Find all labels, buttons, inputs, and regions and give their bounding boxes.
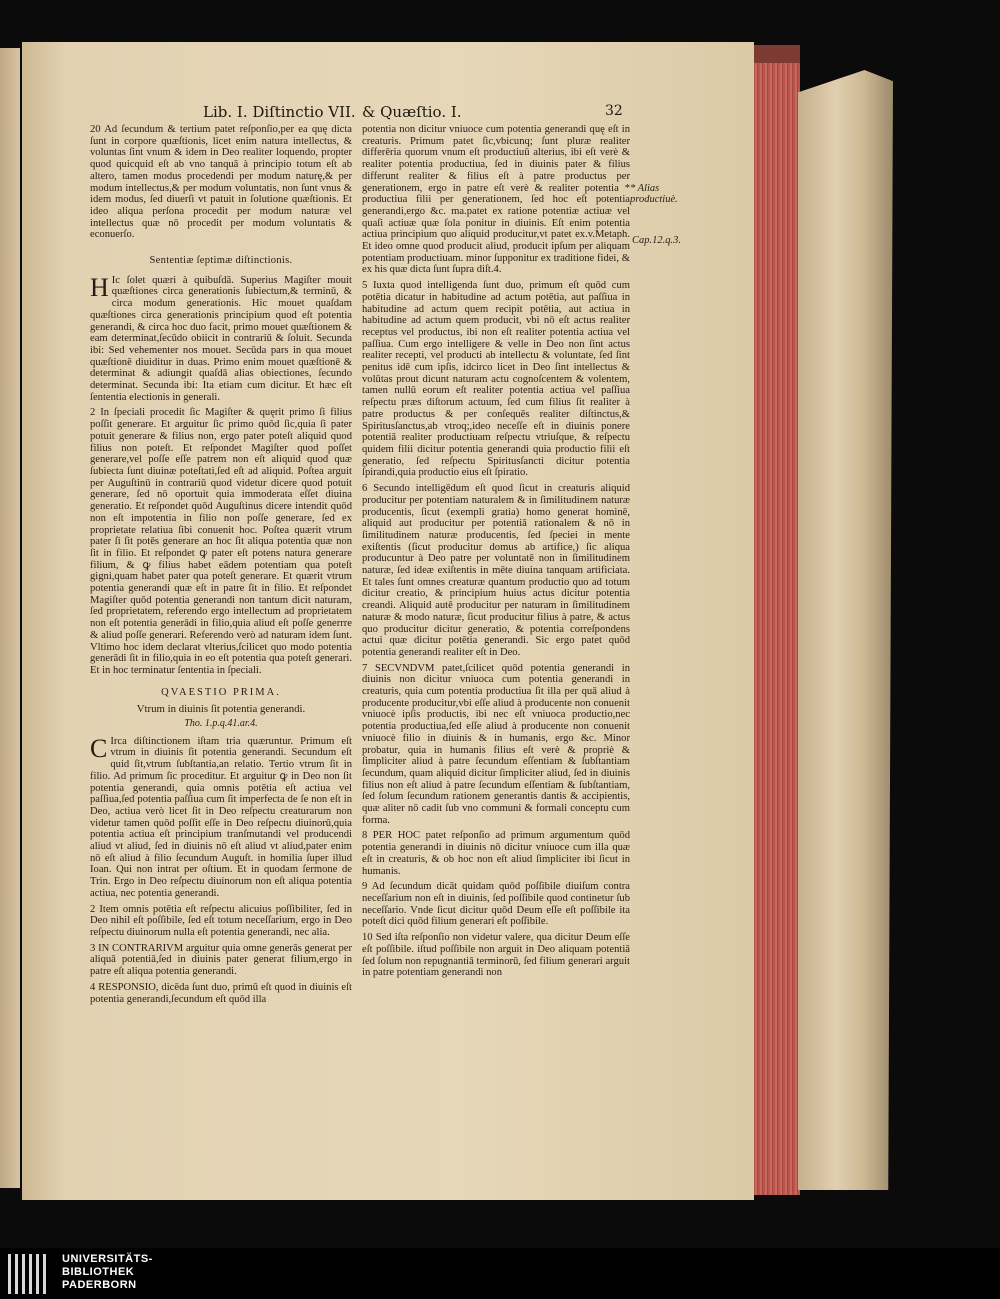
paragraph: 7 SECVNDVM patet,ſcilicet quōd potentia generandi in diuinis non dicitur vniuoca cum potentia generandi in creaturis, quia cum potentia productiua ſit illa per quā aliud à producente producitur,vbi eſſe aliud à producente non conuenit vniuocè ipſis productis, ibi nec eſt vniuoca productio,nec potentia productiua,ſed eſſe aliud à producente non conuenit vniuocè filio in diuinis & in humanis, ergo &c. Minor probatur, quia in humanis filius eſt verè & propriè & ſimpliciter aliud à patre ſecundum eſſentiam & ſubſtantiam ſecundum, quam aliquid dicitur ſimpliciter aliud, ſed in diuinis filius non eſt aliud à patre ſecundum eſſentiam & ſubſtantiam, ſed ſolum ſecundum rationem generantis dantis & accipientis, quæ aliter nō cadit ſub vno communi & formali conceptu cum forma. [362, 662, 630, 826]
paragraph: 3 IN CONTRARIVM arguitur quia omne generās generat per aliquā potentiā,ſed in diuinis pater generat filium,ergo in patre eſt aliqua potentia generandi. [90, 942, 352, 978]
citation: Tho. 1.p.q.41.ar.4. [184, 718, 258, 730]
paragraph [90, 733, 352, 900]
running-head-left: Lib. I. Diſtinctio VII. [203, 103, 356, 121]
drop-cap: H [90, 272, 109, 302]
drop-cap: C [90, 733, 108, 763]
paragraph-text: Ic ſolet quæri à quibuſdā. Superius Magiſter mouit quæſtiones circa generationis ſubiectum,& terminū, & circa modum generationis. Hic mouet quaſdam quæſtiones circa generationis principium quod eſt potentia generandi, & circa hoc duo facit, primo mouet quæſtionem & eam determinat,ſecūdo obiicit in contrariū & ſoluit. Secunda ibi: Sed vehementer nos mouet. Secūda pars in qua mouet quæſtionē diuiditur in duas. Primo enim mouet quæſtionē & determinat & adiungit quaſdā alias obiectiones, ſecundo determinat. Secunda ibi: Ita etiam cum dicitur. Et hæc eſt ſententia electionis in generali. [90, 274, 352, 403]
paragraph [90, 272, 352, 404]
facing-page-edge [0, 48, 20, 1188]
library-name-line: PADERBORN [62, 1279, 137, 1291]
question-heading: QVAESTIO PRIMA. [161, 686, 281, 698]
paragraph: 20 Ad ſecundum & tertium patet reſponſio,per ea quę dicta ſunt in corpore quæſtionis, licet enim natura intellectus, & voluntas ſint vnum & idem in Deo realiter loquendo, propter quod quicquid eſt ab vno tanquā à principio totum eſt ab altero, tamen modus procedendi per modum naturę,& per modum intellectus,& per modum voluntatis, non ſunt vnus & idem modus, ſed diuerſi vt patuit in ſolutione quæſtionis. Et ideo aliqua perſona procedit per modum naturæ vel intellectus quæ nō procedit per modum voluntatis & econuerſo. [90, 124, 352, 241]
margin-note: Cap.12.q.3. [632, 235, 682, 246]
library-name-line: UNIVERSITÄTS- [62, 1253, 153, 1265]
vellum-cover [798, 70, 893, 1190]
paragraph: 10 Sed iſta reſponſio non videtur valere, qua dicitur Deum eſſe eſt poſſibile. iſtud poſſibile non arguit in Deo aliquam potentiā ſed ſolum non repugnantiā terminorū, ſed filium generari arguit in patre potentiam generandi non [362, 932, 630, 979]
paragraph: 4 RESPONSIO, dicēda ſunt duo, primū eſt quod in diuinis eſt potentia generandi,ſecundum eſt quōd illa [90, 981, 352, 1005]
paragraph: potentia non dicitur vniuoce cum potentia generandi quę eſt in creaturis. Primum patet ſic,vbicunq; ſunt pluræ realiter differēria quorum vnum eſt productiuū alterius, ibi eſt verè & realiter potentia productiua, ſed in diuinis pater & filius differunt realiter & filius eſt à patre productus per generationem, ergo in patre eſt verè & realiter potentia * productiua filii per generationem, ſed hoc eſt potentia generandi,ergo &c. ma.patet ex ratione potentiæ actiuæ vel quaſi actiuæ quæ ſola ponitur in diuinis. Eſt enim potentia actiua principium quo aliquid producitur,vt patet ex.v.Metaph. Et ideo omne quod producit aliud, producit ipſum per aliquam potentiam productiuam. minor ſupponitur ex traditione fidei, & ex his quæ dicta ſunt ſupra diſt.4. [362, 124, 630, 276]
paragraph: 9 Ad ſecundum dicāt quidam quōd poſſibile diuiſum contra neceſſarium non eſt in diuinis, ſed poſſibile quod continetur ſub neceſſario. Vnde ſicut dicitur quōd Deum eſſe eſt poſſibile ita poteſt dici quōd filium generari eſt poſſibile. [362, 881, 630, 928]
paragraph: 2 Item omnis potētia eſt reſpectu alicuius poſſibiliter, ſed in Deo nihil eſt poſſibile, ſed eſt totum neceſſarium, ergo in Deo reſpectu diuinorum nulla eſt potentia generandi, nec alia. [90, 903, 352, 938]
library-name [62, 1253, 153, 1292]
library-name-line: BIBLIOTHEK [62, 1266, 135, 1278]
paragraph: 8 PER HOC patet reſponſio ad primum argumentum quōd potentia generandi in diuinis nō dicitur vniuoce cum illa quæ eſt in creaturis, & ob hoc non eſt aliud ſimpliciter ibi ſicut in humanis. [362, 830, 630, 877]
left-text-column [90, 124, 352, 1009]
library-logo-icon [8, 1254, 52, 1294]
question-title: Vtrum in diuinis ſit potentia generandi. [136, 703, 306, 716]
right-text-column [362, 124, 630, 983]
paragraph: 2 In ſpeciali procedit ſic Magiſter & quęrit primo ſi filius poſſit generare. Et arguitur ſic primo quōd ſic,quia ſi pater potuit generare & filius non, ergo pater poteſt aliquid quod filius non poteſt. Et reſpondet Magiſter quod poſſet generare,vel poſſe eſſe patrem non eſt aliquid quod quæ ſubiecta ſunt diuinæ poteſtati,ſed eſt ad aliquid. Poſtea arguit per Auguſtinū in contrariū quod videtur dicere quod potuit generare, ſed nō oportuit quia immoderata eſſet diuina generatio. Et reſpondet quōd Auguſtinus dicere intendit quōd non eſt impotentia in filio non poſſe generare, ſed ex proprietate relatiua ſibi conuenit hoc. Poſtea quærit vtrum pater ſi ſit potēs generare an hoc ſit aliqua potentia quæ non ſit in filio. Et reſpondet ꝙ pater eſt potens natura generare filium, & ꝙ filius habet eādem potentiam qua poteſt gigni,quam habet pater qua poteſt generare. Et quærit vtrum potentia generandi quæ eſt in patre ſit in filio. Et reſpondet Magiſter quōd potentia generandi non tantum dicit naturam, ſed proprietatem, referendo ergo intellectum ad proprietatem non eſt potentia generādi in filio,quia aliud eſt poſſe generrre & aliud poſſe generari. Referendo verò ad naturam idem ſunt. Vltimo hoc idem declarat vlterius,ſcilicet quo modo potentia generādi ſit in filio,quia in eo eſt potentia qua poteſt generari. Et in hoc terminatur ſententia in ſpeciali. [90, 407, 352, 676]
paragraph-text: Irca diſtinctionem iſtam tria quæruntur. Primum eſt vtrum in diuinis ſit potentia generandi. Secundum eſt quid ſit,vtrum ſubſtantia,an relatio. Tertio vtrum ſit in filio. Ad primum ſic proceditur. Et arguitur ꝙ in Deo non ſit potentia generandi, quia omnis potētia eſt actiua vel paſſiua,ſed potentia paſſiua cum ſit imperfecta de ſe non eſt in Deo, actiua verò licet ſit in Deo reſpectu creaturarum non videtur tamen quōd poſſit eſſe in Deo reſpectu diuinorū,quia potentia actiua eſt principium tranſmutandi vel producendi aliud vt aliud, ſed in diuinis nō eſt aliud vt aliud,pater enim nō eſt aliud à filio ſecundum Auguſt. in homilia ſuper illud Ioan. Qui non intrat per oſtium. Et in quodam ſermone de Trin. Ergo in Deo reſpectu diuinorum non eſt aliqua potentia actiua, nec potentia generandi. [90, 735, 352, 899]
margin-note: * Alias productiuè. [630, 183, 678, 205]
section-heading: Sententiæ ſeptimæ diſtinctionis. [149, 255, 293, 267]
library-footer [0, 1248, 1000, 1299]
paragraph: 5 Iuxta quod intelligenda ſunt duo, primum eſt quōd cum potētia dicatur in habitudine ad actum potētia, aut paſſiua in habitudine ad actum quem recipit potētia, aut actiua in habitudine ad actum quem producit, vbi nō eſt actus realiter receptus vel productus, ibi non eſt realiter potentia actiua vel paſſiua. Cum ergo intelligere & velle in Deo non ſint actus realiter recepti, vel producti ab intellectu & voluntate, ſed ſint penitus idē cum ipſis, idcirco licet in Deo ſint intellectus & volūtas prout dicunt naturam actu cognoſcentem & volentem, tamen nullū eorum eſt realiter potentia actiua vel paſſiua reſpectu præs diſtorum actuum, ſed cum filius ſit realiter à patre productus & per conſequēs realiter diſtinctus,& Spiritusſanctus,ab vtroq;,ideo neceſſe eſt in diuinis ponere potentiā realiter productiuam reſpectu vtriuſque, & reſpectu quidem filii dicitur potentia generandi quia productio filii eſt generatio, ſed reſpectu Spiritusſancti dicitur potentia ſpirandi,quia productio eius eſt ſpiratio. [362, 280, 630, 479]
running-head-right: & Quæſtio. I. [362, 103, 462, 121]
folio-number: 32 [605, 103, 623, 119]
paragraph: 6 Secundo intelligēdum eſt quod ſicut in creaturis aliquid producitur per potentiam naturalem & in ſimilitudinem naturæ producentis, ſicut (exempli gratia) homo generat hominē, aliquid aut producitur per potentiā rationalem & nō in ſimilitudinem naturæ producentis, ſed ſpeciei in mente exiſtentis (ſicut producitur domus ab artifice,) ſic aliqua producuntur à Deo patre per voluntatē non in ſimilitudinem naturæ, ſed ideæ exiſtentis in mēte diuina tanquam artificiata. Et tales ſunt omnes creaturæ quantum productio quo ad totum dicitur creatio, & principium huius actus dicitur potentia creandi. Aliquid autē producitur per naturam in ſimilitudinem naturæ & modo naturæ, ſicut producitur filius à patre, & actus quo producitur dicitur generatio, & potentia correſpondens actui quæ dicitur potētia generandi. Sic ergo patet quōd potentia generandi realiter eſt in Deo. [362, 483, 630, 658]
